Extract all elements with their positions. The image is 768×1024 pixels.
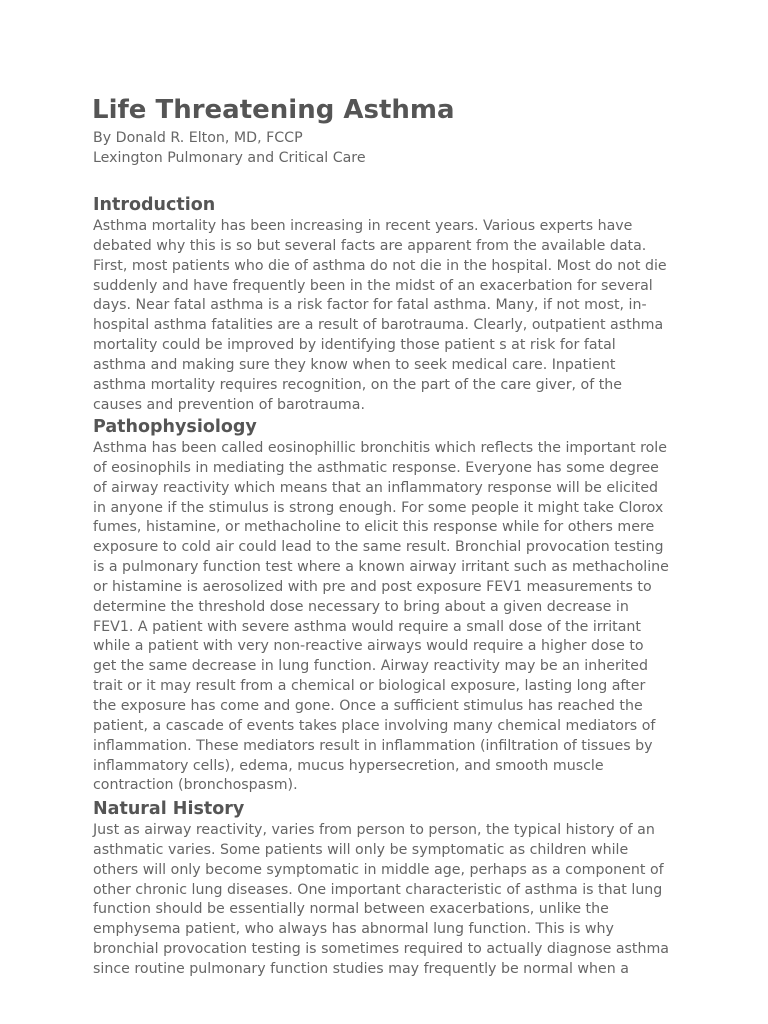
paragraph-line: emphysema patient, who always has abnormal lung function. This is why (93, 921, 614, 938)
paragraph-line: days. Near fatal asthma is a risk factor for fatal asthma. Many, if not most, in- (93, 297, 647, 314)
paragraph-line: exposure to cold air could lead to the same result. Bronchial provocation testing (93, 539, 664, 556)
section-heading-pathophysiology: Pathophysiology (93, 417, 257, 437)
paragraph-line: or histamine is aerosolized with pre and post exposure FEV1 measurements to (93, 578, 652, 595)
author-line: By Donald R. Elton, MD, FCCP (93, 130, 303, 146)
paragraph-line: asthma and making sure they know when to seek medical care. Inpatient (93, 356, 616, 373)
paragraph-line: while a patient with very non-reactive airways would require a higher dose to (93, 638, 644, 655)
paragraph-line: of eosinophils in mediating the asthmatic response. Everyone has some degree (93, 459, 659, 476)
natural-history-paragraph (93, 821, 753, 980)
paragraph-line: function should be essentially normal between exacerbations, unlike the (93, 901, 609, 918)
introduction-paragraph (93, 217, 753, 415)
paragraph-line: get the same decrease in lung function. Airway reactivity may be an inherited (93, 658, 649, 675)
paragraph-line: Asthma mortality has been increasing in recent years. Various experts have (93, 218, 633, 234)
affiliation-line: Lexington Pulmonary and Critical Care (93, 150, 366, 166)
paragraph-line: trait or it may result from a chemical or biological exposure, lasting long after (93, 678, 646, 695)
paragraph-line: since routine pulmonary function studies may frequently be normal when a (93, 960, 629, 977)
paragraph-line: Asthma has been called eosinophillic bronchitis which reflects the important role (93, 440, 667, 456)
section-heading-natural-history: Natural History (93, 799, 245, 819)
paragraph-line: asthmatic varies. Some patients will only be symptomatic as children while (93, 841, 629, 858)
paragraph-line: patient, a cascade of events takes place involving many chemical mediators of (93, 717, 656, 734)
section-introduction (93, 194, 753, 415)
document-title: Life Threatening Asthma (92, 95, 455, 125)
section-natural-history (93, 798, 753, 980)
paragraph-line: Just as airway reactivity, varies from person to person, the typical history of an (93, 822, 655, 838)
paragraph-line: fumes, histamine, or methacholine to elicit this response while for others mere (93, 519, 655, 536)
paragraph-line: others will only become symptomatic in middle age, perhaps as a component of (93, 861, 664, 878)
section-pathophysiology (93, 416, 753, 796)
paragraph-line: other chronic lung diseases. One important characteristic of asthma is that lung (93, 881, 663, 898)
paragraph-line: contraction (bronchospasm). (93, 777, 298, 794)
paragraph-line: First, most patients who die of asthma do not die in the hospital. Most do not die (93, 257, 667, 274)
paragraph-line: is a pulmonary function test where a known airway irritant such as methacholine (93, 559, 669, 576)
paragraph-line: inflammation. These mediators result in inflammation (infiltration of tissues by (93, 737, 653, 754)
paragraph-line: in anyone if the stimulus is strong enough. For some people it might take Clorox (93, 499, 664, 516)
paragraph-line: bronchial provocation testing is sometimes required to actually diagnose asthma (93, 941, 669, 958)
paragraph-line: debated why this is so but several facts are apparent from the available data. (93, 237, 647, 254)
paragraph-line: asthma mortality requires recognition, on the part of the care giver, of the (93, 376, 623, 393)
paragraph-line: inflammatory cells), edema, mucus hypersecretion, and smooth muscle (93, 757, 604, 774)
paragraph-line: of airway reactivity which means that an inflammatory response will be elicited (93, 479, 659, 496)
paragraph-line: FEV1. A patient with severe asthma would require a small dose of the irritant (93, 618, 641, 635)
paragraph-line: causes and prevention of barotrauma. (93, 396, 365, 413)
section-heading-introduction: Introduction (93, 195, 216, 215)
pathophysiology-paragraph (93, 439, 753, 796)
paragraph-line: the exposure has come and gone. Once a sufficient stimulus has reached the (93, 697, 643, 714)
paragraph-line: determine the threshold dose necessary to bring about a given decrease in (93, 598, 629, 615)
byline-block (93, 128, 366, 168)
paragraph-line: suddenly and have frequently been in the midst of an exacerbation for several (93, 277, 653, 294)
paragraph-line: mortality could be improved by identifying those patient s at risk for fatal (93, 337, 616, 354)
paragraph-line: hospital asthma fatalities are a result of barotrauma. Clearly, outpatient asthma (93, 317, 664, 334)
